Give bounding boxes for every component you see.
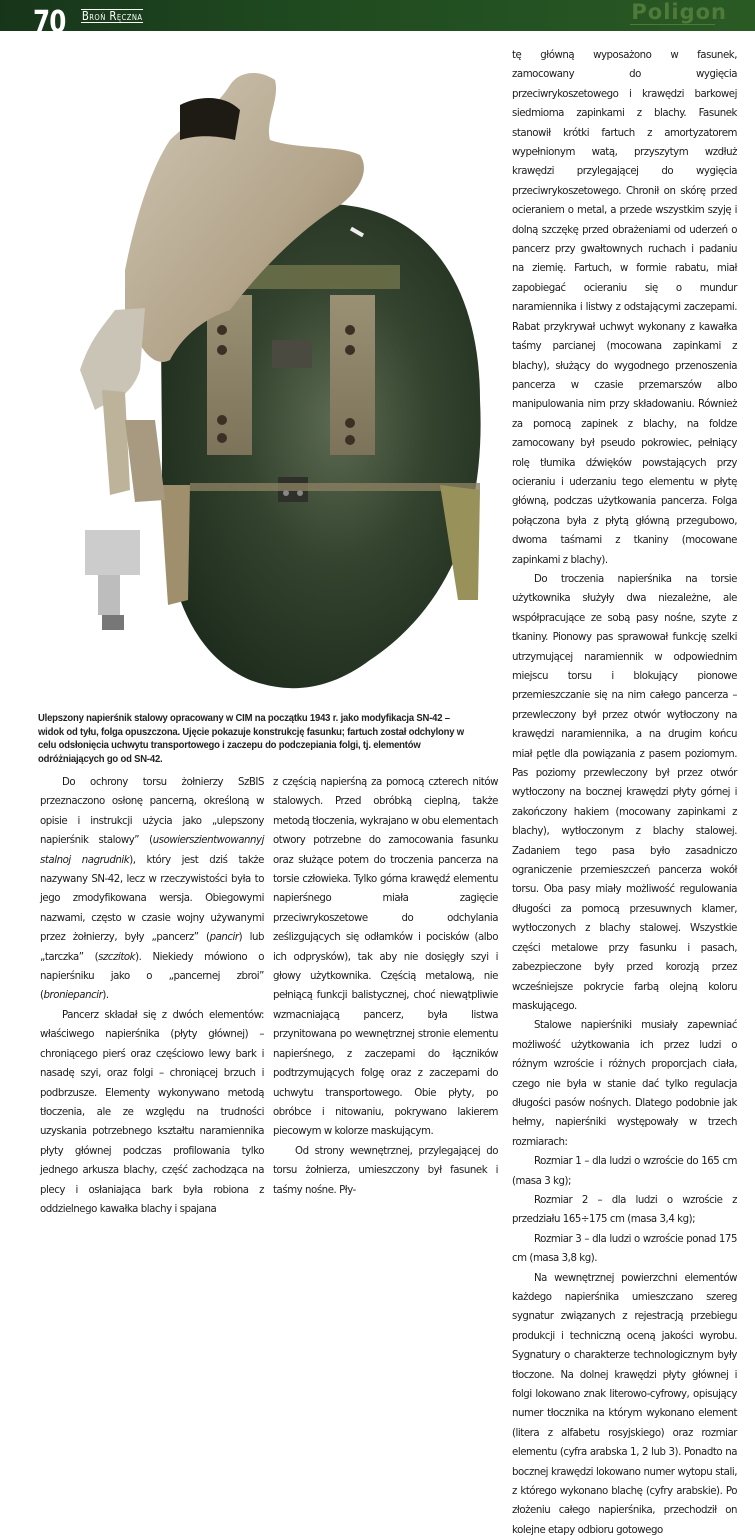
hook-plate (272, 340, 312, 368)
paragraph: Do troczenia napierśnika na torsie użytkownika służyły dwa niezależne, ale współpracujące ze sobą pasy nośne, szyte z tkaniny. Pionowy pas sprawował funkcję szelki utrzymującej naramiennik w odpowiednim miejscu torsu i blokujący pionowe przemieszczanie się na nim całego pancerza – przewleczony był przez otwór wytłoczony na krawędzi naramiennika, a na drugim końcu miał pętle dla powiązania z pasem poziomym. Pas poziomy przewleczony był przez otwór wytłoczony na bocznej krawędzi płyty górnej i zakończony hakiem (mocowany zapinkami z blachy), wytłoczonym z blachy stalowej. Zadaniem tego pasa było zasadniczo ograniczenie przemieszczeń pancerza wokół torsu. Oba pasy miały możliwość regulowania długości za pomocą przesuwnych klamer, wytłoczonych z blachy stalowej. Wszystkie części metalowe przy fasunku i pasach, zabezpieczone były przed korozją przez wcześniejsze pokrycie farbą olejną koloru maskującego. (512, 573, 737, 1012)
paragraph: Pancerz składał się z dwóch elementów: właściwego napierśnika (płyty głównej) – chroniącego pierś oraz częściowo lewy bark i nasadę szyi, oraz folgi – chroniącej brzuch i podbrzusze. Elementy wykonywano metodą tłoczenia, ale ze względu na trudności uzyskania potrzebnego kształtu naramiennika płyty głównej podczas profilowania tylko jednego arkusza blachy, część zachodząca na plecy i osłaniająca bark była robiona z oddzielnego kawałka blachy i spajana (40, 1009, 264, 1215)
photo-caption: Ulepszony napierśnik stalowy opracowany w CIM na początku 1943 r. jako modyfikacja SN-42 – widok od tyłu, folga opuszczona. Ujęcie pokazuje konstrukcję fasunku; fartuch został odchylony w celu odsłonięcia uchwytu transportowego i zaczepu do podczepiania folgi, tj. elementów odróżniających go od SN-42. (38, 713, 464, 765)
article-column-right (512, 46, 737, 1540)
paragraph: Od strony wewnętrznej, przylegającej do torsu żołnierza, umieszczony był fasunek i taśmy nośne. Pły- (273, 1145, 498, 1196)
buckle (85, 530, 140, 575)
magazine-logo: Poligon (631, 0, 727, 24)
page-number: 70 (33, 5, 66, 40)
paragraph: tę główną wyposażono w fasunek, zamocowany do wygięcia przeciwrykoszetowego i krawędzi barkowej siedmioma zapinkami z blachy. Fasunek stanowił krótki fartuch z amortyzatorem wypełnionym watą, przyszytym wzdłuż krawędzi przylegającej do wygięcia przeciwrykoszetowego. Chronił on skórę przed ocieraniem o metal, a przede wszystkim szyję i dolną szczękę przed obrażeniami od uderzeń o pancerz przy gwałtownych ruchach i padaniu na ziemię. Fartuch, w formie rabatu, miał zapobiegać ocieraniu się o mundur naramiennika i listwy z odstającymi zaczepami. Rabat przykrywał uchwyt wykonany z kawałka taśmy parcianej (mocowana zapinkami z blachy), służący do wygodnego przenoszenia pancerza w czasie przemarszów albo manipulowania nim przy składowaniu. Również za pomocą zapinek z blachy, na foldze zamocowany był pseudo pokrowiec, pełniący rolę tłumika dźwięków powstających przy ocieraniu i uderzaniu tego elementu w płytę główną, podczas użytkowania pancerza. Folga połączona była z płytą główną przegubowo, dwoma taśmami z tkaniny (mocowane zapinkami z blachy). (512, 50, 737, 566)
page-header (0, 0, 755, 40)
paragraph: Do ochrony torsu żołnierzy SzBIS przeznaczono osłonę pancerną, określoną w opisie i instrukcji użycia jako „ulepszony napierśnik stalowy” (usowierszientwowannyj stalnoj nagrudnik), który jest dziś także nazywany SN-42, lecz w rzeczywistości była to jego zmodyfikowana wersja. Obiegowymi nazwami, często w czasie wojny używanymi przez żołnierzy, były „pancerz” (pancir) lub „tarczka” (szczitok). Niekiedy mówiono o napierśniku jako o „pancernej zbroi” (broniepancir). (40, 777, 265, 1002)
article-column-middle (273, 773, 498, 1200)
armor-photo (40, 40, 500, 700)
paragraph: z częścią napierśną za pomocą czterech nitów stalowych. Przed obróbką cieplną, także metodą tłoczenia, wykrajano w obu elementach otwory potrzebne do zamocowania fasunku oraz służące potem do troczenia pancerza na torsie człowieka. Tylko górna krawędź elementu napierśnego miała zagięcie przeciwrykoszetowe do odchylania ześlizgujących się odłamków i pocisków (albo ich odprysków), tak aby nie dosięgły szyi i głowy użytkownika. Częścią metalową, nie pełniącą funkcji balistycznej, choć niewątpliwie wzmacniającą pancerz, była listwa przynitowana po wewnętrznej stronie elementu napierśnego, z zaczepami do łączników podtrzymujących folgę oraz z zaczepami do uchwytu transportowego. Obie płyty, po obróbce i nitowaniu, pokrywano lakierem piecowym w kolorze maskującym. (273, 777, 498, 1138)
strap-left (207, 295, 252, 455)
logo-underline (630, 24, 715, 25)
article-column-left (40, 773, 264, 1219)
size-item: Rozmiar 3 – dla ludzi o wzroście ponad 175 cm (masa 3,8 kg). (512, 1233, 737, 1265)
paragraph: Stalowe napierśniki musiały zapewniać możliwość użytkowania ich przez ludzi o różnym wzroście i różnych proporcjach ciała, czego nie była w stanie dać tylko regulacja długości pasów nośnych. Dlatego podobnie jak hełmy, napierśniki występowały w trzech rozmiarach: (512, 1020, 737, 1148)
strap-right (330, 295, 375, 455)
size-item: Rozmiar 2 – dla ludzi o wzroście z przedziału 165÷175 cm (masa 3,4 kg); (512, 1194, 737, 1226)
size-item: Rozmiar 1 – dla ludzi o wzroście do 165 cm (masa 3 kg); (512, 1156, 737, 1187)
paragraph: Na wewnętrznej powierzchni elementów każdego napierśnika umieszczano szereg sygnatur związanych z rejestracją przebiegu produkcji i techniczną oceną jakości wyrobu. Sygnatury o charakterze technologicznym były tłoczone. Na dolnej krawędzi płyty głównej i folgi lokowano znak literowo-cyfrowy, opisujący numer tłocznika na którym wykonano element (litera z alfabetu rosyjskiego) oraz rozmiar elementu (cyfra arabska 1, 2 lub 3). Ponadto na bocznej krawędzi lokowano numer wytopu stali, z którego wykonano blachę (cyfry arabskie). Po złożeniu całego napierśnika, przechodził on kolejne etapy odbioru gotowego (512, 1272, 737, 1536)
section-title: Broń Ręczna (81, 9, 143, 23)
